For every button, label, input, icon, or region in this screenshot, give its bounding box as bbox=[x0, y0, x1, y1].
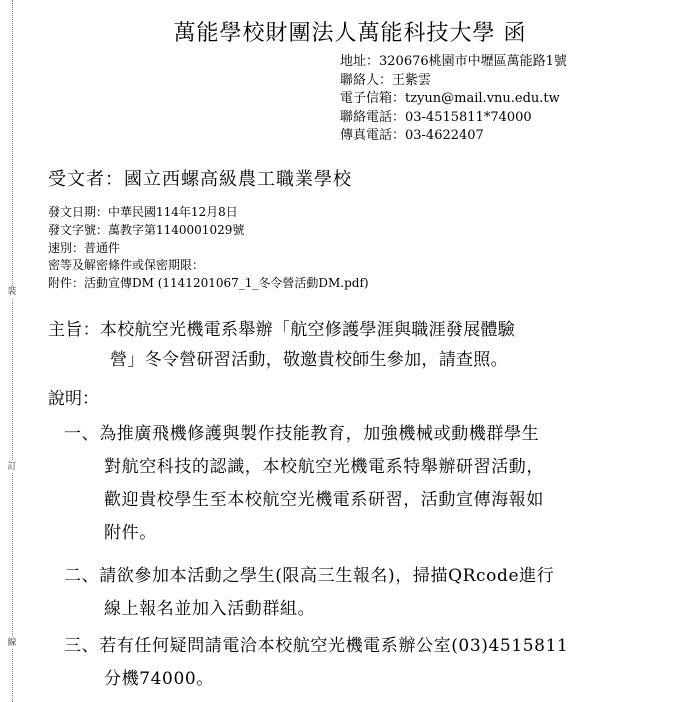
contact-email: 電子信箱：tzyun@mail.vnu.edu.tw bbox=[340, 91, 560, 106]
item-2-line-2: 線上報名並加入活動群組。 bbox=[104, 599, 316, 619]
item-1-line-3: 歡迎貴校學生至本校航空光機電系研習，活動宣傳海報如 bbox=[104, 490, 544, 510]
recipient-line: 受文者：國立西螺高級農工職業學校 bbox=[48, 169, 352, 190]
meta-attachment: 附件：活動宣傳DM (1141201067_1_冬令營活動DM.pdf) bbox=[48, 276, 369, 291]
description-item-2 bbox=[64, 560, 664, 626]
sender-contact-block bbox=[340, 53, 695, 146]
document-title: 萬能學校財團法人萬能科技大學 函 bbox=[173, 21, 527, 46]
meta-document-number: 發文字號：萬教字第1140001029號 bbox=[48, 222, 245, 237]
description-item-1 bbox=[64, 418, 664, 550]
contact-person: 聯絡人：王紫雲 bbox=[340, 72, 432, 88]
binding-char-xian: 線 bbox=[7, 638, 17, 648]
item-3-line-1: 三、若有任何疑問請電洽本校航空光機電系辦公室(03)4515811 bbox=[64, 636, 569, 656]
subject-line-2: 營」冬令營研習活動，敬邀貴校師生參加，請查照。 bbox=[110, 350, 508, 370]
description-item-3 bbox=[64, 630, 664, 696]
contact-address: 地址：320676桃園市中壢區萬能路1號 bbox=[340, 54, 567, 69]
meta-issue-date: 發文日期：中華民國114年12月8日 bbox=[48, 205, 238, 219]
item-1-line-2: 對航空科技的認識，本校航空光機電系特舉辦研習活動， bbox=[104, 457, 544, 477]
contact-phone: 聯絡電話：03-4515811*74000 bbox=[340, 109, 532, 125]
item-2-line-1: 二、請欲參加本活動之學生(限高三生報名)，掃描QRcode進行 bbox=[64, 566, 555, 586]
binding-char-ding: 訂 bbox=[7, 462, 17, 472]
dispatch-meta-block bbox=[48, 204, 369, 293]
binding-margin-line bbox=[12, 0, 13, 702]
meta-urgency: 速別：普通件 bbox=[48, 240, 121, 255]
contact-fax: 傳真電話：03-4622407 bbox=[340, 128, 484, 143]
item-3-line-2: 分機74000。 bbox=[104, 669, 214, 689]
binding-char-zhuang: 裝 bbox=[7, 287, 17, 297]
description-heading: 說明： bbox=[48, 389, 99, 409]
meta-confidentiality: 密等及解密條件或保密期限： bbox=[48, 258, 205, 273]
item-1-line-1: 一、為推廣飛機修護與製作技能教育，加強機械或動機群學生 bbox=[64, 424, 540, 444]
subject-line-1: 主旨：本校航空光機電系舉辦「航空修護學涯與職涯發展體驗 bbox=[48, 320, 516, 340]
subject-block bbox=[48, 315, 648, 375]
item-1-line-4: 附件。 bbox=[104, 523, 157, 543]
